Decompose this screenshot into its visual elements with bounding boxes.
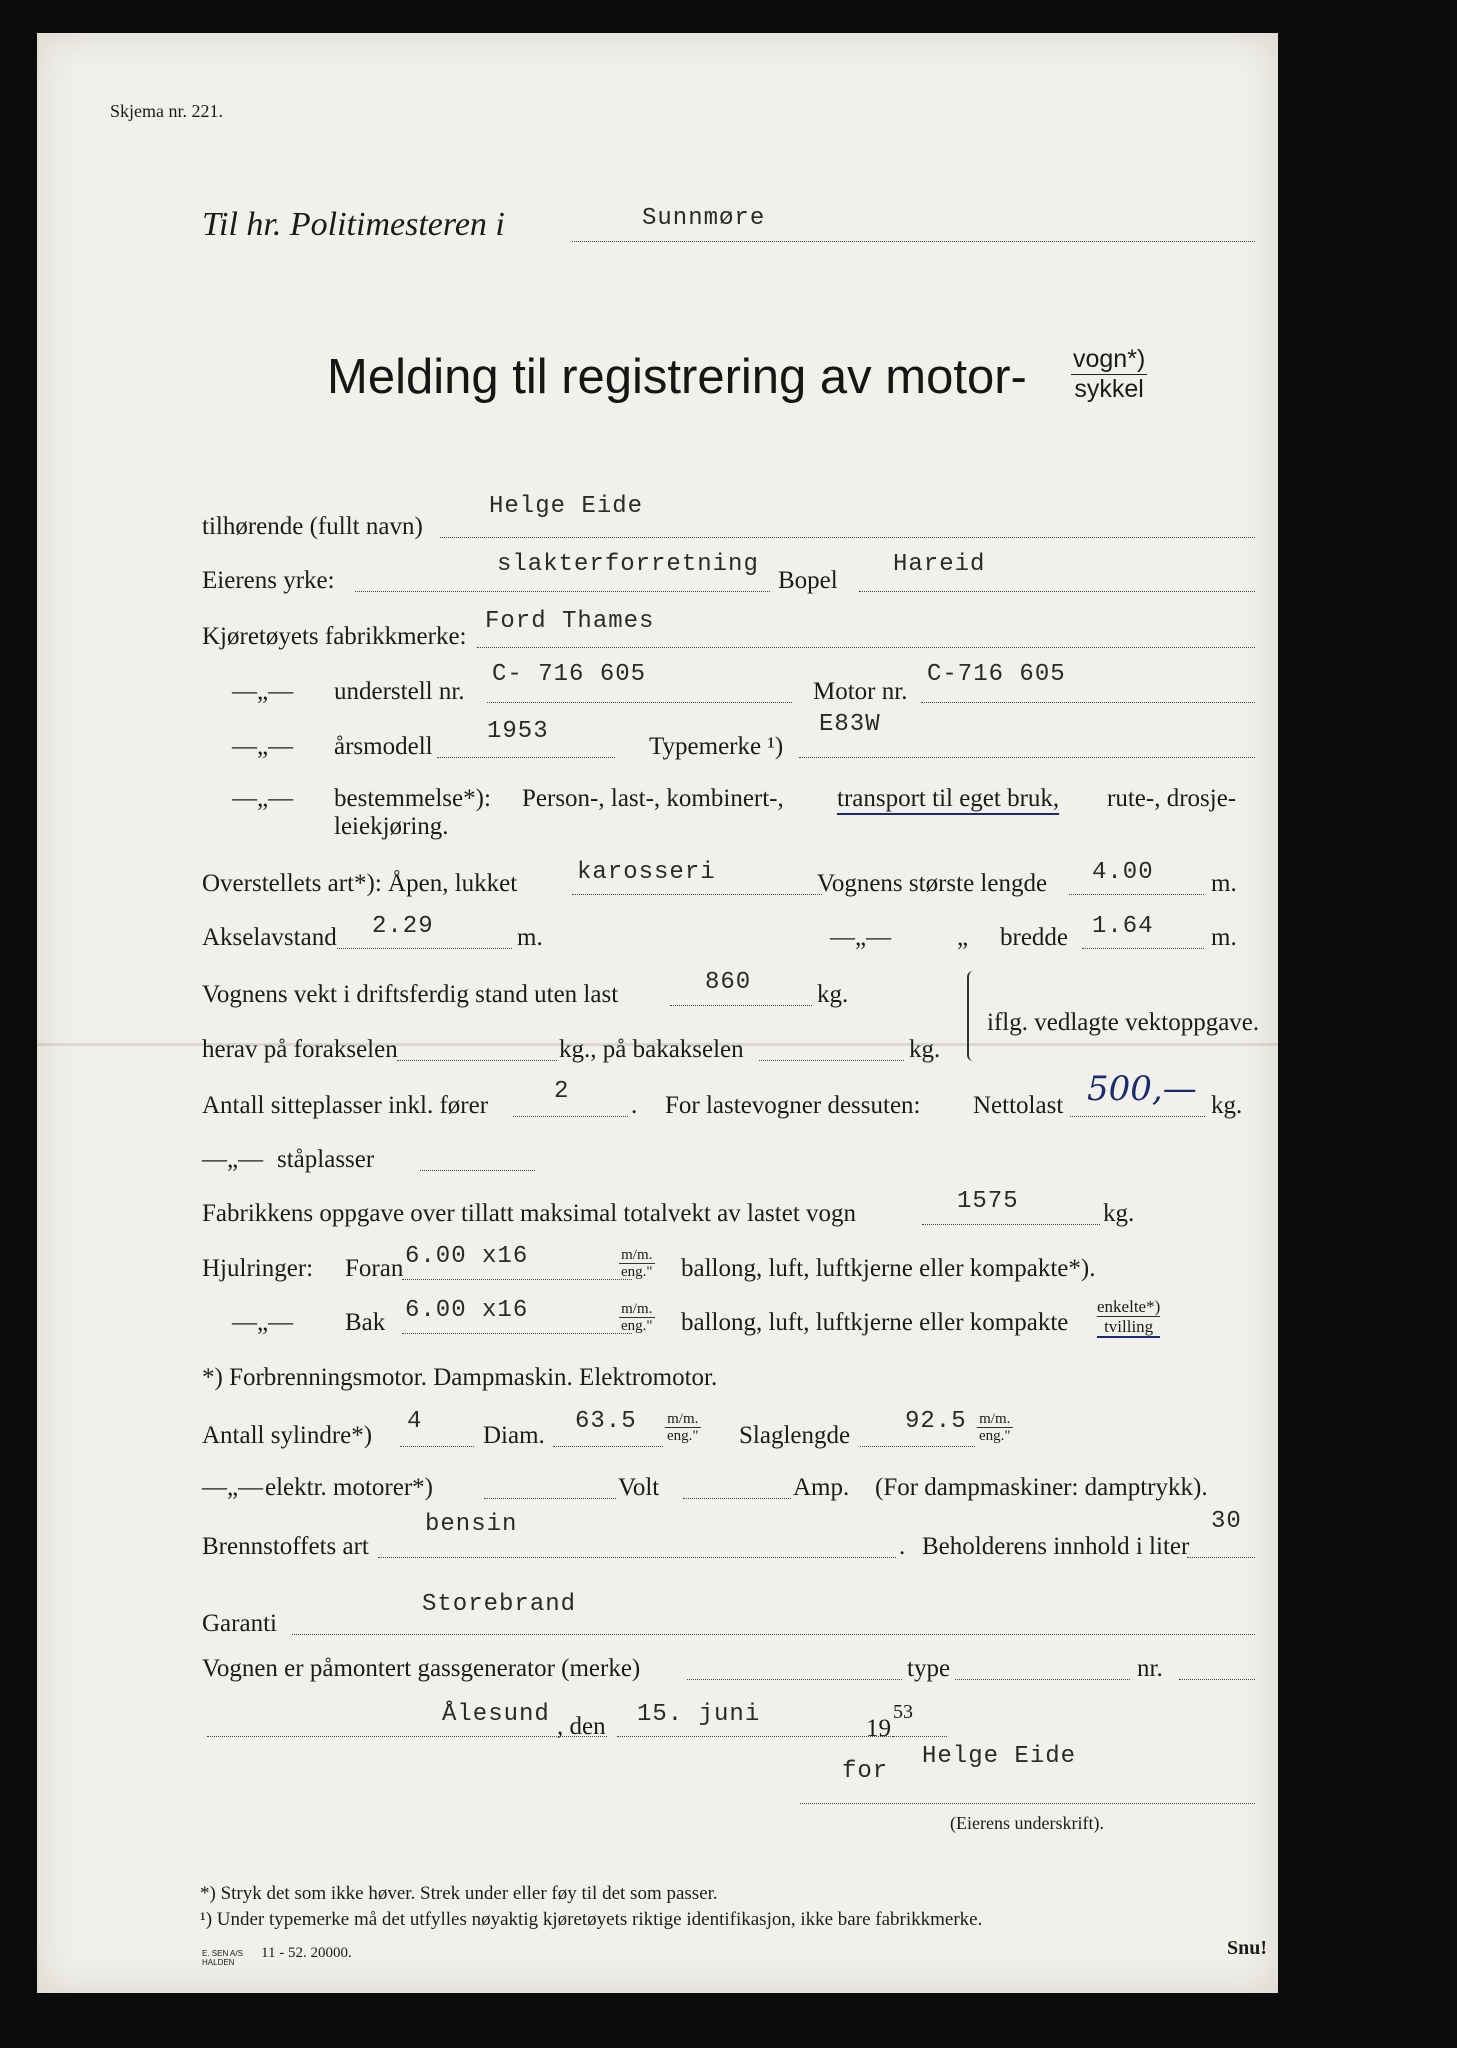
wheelbase-value: 2.29: [372, 913, 434, 940]
stroke-value: 92.5: [905, 1408, 967, 1435]
make-value: Ford Thames: [485, 608, 655, 635]
wheelbase-line: [337, 948, 512, 949]
gas-no-line: [1179, 1679, 1255, 1680]
front-label: Foran: [345, 1255, 404, 1282]
length-unit: m.: [1211, 870, 1237, 897]
rear-eng: eng.": [621, 1318, 653, 1334]
owner-line: [440, 537, 1255, 538]
printer-mark: [202, 1949, 243, 1967]
ditto-4: —„—: [830, 924, 892, 951]
front-eng: eng.": [621, 1264, 653, 1280]
owner-label: tilhørende (fullt navn): [202, 513, 423, 540]
diam-label: Diam.: [483, 1422, 545, 1449]
cargo-label: For lastevogner dessuten:: [665, 1092, 921, 1119]
body-label: Overstellets art*): Åpen, lukket: [202, 870, 518, 897]
weight-label: Vognens vekt i driftsferdig stand uten last: [202, 981, 619, 1008]
front-axle-label: herav på forakselen: [202, 1036, 398, 1063]
max-weight-label: Fabrikkens oppgave over tillatt maksimal totalvekt av lastet vogn: [202, 1200, 857, 1227]
stroke-line: [860, 1446, 975, 1447]
diam-line: [553, 1446, 663, 1447]
residence-line: [859, 591, 1255, 592]
standing-label: ståplasser: [277, 1146, 375, 1173]
tires-label: Hjulringer:: [202, 1255, 314, 1282]
ditto-5: —„—: [202, 1146, 264, 1173]
gas-line: [687, 1679, 902, 1680]
weight-unit: kg.: [817, 981, 849, 1008]
ditto-1: —„—: [232, 678, 294, 705]
title-sykkel: sykkel: [1074, 375, 1144, 403]
volt-label: Volt: [618, 1474, 660, 1501]
owner-value: Helge Eide: [489, 493, 644, 520]
cylinders-value: 4: [407, 1408, 423, 1435]
addressee-value: Sunnmøre: [642, 205, 766, 232]
front-mm: m/m.: [619, 1247, 655, 1264]
signature-line: [800, 1803, 1255, 1804]
occupation-value: slakterforretning: [497, 551, 759, 578]
rear-label: Bak: [345, 1309, 386, 1336]
max-weight-unit: kg.: [1103, 1200, 1135, 1227]
diam-eng: eng.": [667, 1428, 699, 1444]
gas-type-label: type: [907, 1655, 951, 1682]
type-label: Typemerke ¹): [649, 733, 784, 760]
tank-value: 30: [1211, 1508, 1242, 1535]
type-value: E83W: [819, 711, 881, 738]
engine-label: Motor nr.: [813, 678, 908, 705]
payload-line: [1070, 1116, 1205, 1117]
body-value: karosseri: [577, 859, 716, 886]
cylinders-line: [400, 1446, 474, 1447]
payload-value: 500,—: [1087, 1069, 1197, 1109]
max-weight-value: 1575: [957, 1188, 1019, 1215]
rear-value: 6.00 x16: [405, 1297, 529, 1324]
stroke-eng: eng.": [979, 1428, 1011, 1444]
date-line: [617, 1736, 897, 1737]
weight-note: iflg. vedlagte vektoppgave.: [987, 1009, 1260, 1036]
width-quote: „: [957, 924, 969, 951]
place-value: Ålesund: [442, 1701, 550, 1728]
chassis-line: [487, 702, 792, 703]
year-line: [893, 1736, 947, 1737]
volt-line: [683, 1498, 791, 1499]
warranty-line: [292, 1634, 1255, 1635]
tire-types-front: ballong, luft, luftkjerne eller kompakte*).: [681, 1255, 1096, 1282]
for-label: for: [842, 1758, 889, 1785]
chassis-value: C- 716 605: [492, 661, 647, 688]
form-title: Melding til registrering av motor-: [327, 350, 1027, 404]
tank-label: Beholderens innhold i liter: [922, 1533, 1190, 1560]
make-label: Kjøretøyets fabrikkmerke:: [202, 623, 467, 650]
purpose-selected: transport til eget bruk,: [837, 785, 1059, 815]
printer-b: HALDEN: [202, 1958, 235, 1967]
stroke-label: Slaglengde: [739, 1422, 851, 1449]
date-label: , den: [557, 1713, 606, 1740]
stroke-mm: m/m.: [977, 1411, 1013, 1428]
diam-value: 63.5: [575, 1408, 637, 1435]
engine-line: [921, 702, 1255, 703]
front-value: 6.00 x16: [405, 1243, 529, 1270]
engine-types: *) Forbrenningsmotor. Dampmaskin. Elektromotor.: [202, 1364, 718, 1391]
seats-value: 2: [554, 1078, 570, 1105]
length-label: Vognens største lengde: [817, 870, 1048, 897]
occupation-label: Eierens yrke:: [202, 567, 335, 594]
year-label: årsmodell: [334, 733, 433, 760]
print-run: 11 - 52. 20000.: [261, 1945, 352, 1961]
tank-line: [1187, 1557, 1255, 1558]
fuel-label: Brennstoffets art: [202, 1533, 369, 1560]
residence-value: Hareid: [893, 551, 986, 578]
date-value: 15. juni: [637, 1701, 761, 1728]
fuel-value: bensin: [425, 1511, 518, 1538]
rear-axle-line: [759, 1060, 904, 1061]
place-line: [207, 1736, 607, 1737]
ditto-7: —„—: [202, 1474, 264, 1501]
length-value: 4.00: [1092, 859, 1154, 886]
year-value: 1953: [487, 718, 549, 745]
addressee-label: Til hr. Politimesteren i: [202, 206, 505, 243]
footnote-2: ¹) Under typemerke må det utfylles nøyaktig kjøretøyets riktige identifikasjon, ikke bare fabrikkmerke.: [200, 1909, 983, 1930]
body-line: [572, 894, 822, 895]
engine-value: C-716 605: [927, 661, 1066, 688]
front-line: [402, 1279, 632, 1280]
wheelbase-unit: m.: [517, 924, 543, 951]
wheelbase-label: Akselavstand: [202, 924, 337, 951]
seats-line: [513, 1116, 628, 1117]
standing-line: [420, 1170, 535, 1171]
payload-unit: kg.: [1211, 1092, 1243, 1119]
footnote-1: *) Stryk det som ikke høver. Strek under eller føy til det som passer.: [200, 1883, 718, 1904]
ditto-2: —„—: [232, 733, 294, 760]
tire-double: tvilling: [1097, 1317, 1160, 1338]
electric-label: elektr. motorer*): [265, 1474, 433, 1501]
rear-line: [402, 1333, 632, 1334]
gas-no-label: nr.: [1137, 1655, 1163, 1682]
seats-period: .: [631, 1092, 638, 1119]
make-line: [477, 647, 1255, 648]
year-suffix: 53: [893, 1701, 913, 1723]
fuel-period: .: [899, 1533, 906, 1560]
year-prefix: 19: [866, 1715, 891, 1742]
residence-label: Bopel: [778, 567, 838, 594]
purpose-options-c: leiekjøring.: [334, 813, 449, 840]
year-line: [437, 757, 615, 758]
rear-unit-frac: [619, 1301, 655, 1334]
purpose-options-b: rute-, drosje-: [1107, 785, 1237, 812]
diam-unit-frac: [665, 1411, 701, 1444]
title-vogn: vogn*): [1073, 345, 1146, 373]
rear-axle-label: kg., på bakakselen: [559, 1036, 744, 1063]
ditto-6: —„—: [232, 1309, 294, 1336]
tire-types-rear: ballong, luft, luftkjerne eller kompakte: [681, 1309, 1069, 1336]
steam-note: (For dampmaskiner: damptrykk).: [875, 1474, 1208, 1501]
front-axle-line: [397, 1060, 557, 1061]
stroke-unit-frac: [977, 1411, 1013, 1444]
seats-label: Antall sitteplasser inkl. fører: [202, 1092, 489, 1119]
turn-over: Snu!: [1227, 1937, 1268, 1959]
rear-axle-unit: kg.: [909, 1036, 941, 1063]
addressee-line: [572, 241, 1255, 242]
warranty-label: Garanti: [202, 1610, 277, 1637]
tire-config: [1097, 1297, 1160, 1338]
form-number: Skjema nr. 221.: [110, 101, 223, 121]
signature-caption: (Eierens underskrift).: [950, 1813, 1104, 1833]
gas-type-line: [955, 1679, 1130, 1680]
front-unit-frac: [619, 1247, 655, 1280]
title-vehicle-type: [1071, 345, 1147, 404]
width-line: [1082, 948, 1204, 949]
tire-single: enkelte*): [1097, 1297, 1161, 1316]
purpose-label: bestemmelse*):: [334, 785, 491, 812]
max-weight-line: [922, 1224, 1100, 1225]
amp-label: Amp.: [793, 1474, 850, 1501]
weight-brace: [967, 971, 979, 1061]
chassis-label: understell nr.: [334, 678, 465, 705]
ditto-3: —„—: [232, 785, 294, 812]
width-value: 1.64: [1092, 913, 1154, 940]
form-sheet: [37, 33, 1278, 1993]
weight-line: [670, 1005, 812, 1006]
printer-a: E. SEN A/S: [202, 1949, 243, 1958]
weight-value: 860: [705, 969, 752, 996]
fuel-line: [378, 1557, 896, 1558]
width-unit: m.: [1211, 924, 1237, 951]
gas-label: Vognen er påmontert gassgenerator (merke): [202, 1655, 641, 1682]
occupation-line: [355, 591, 770, 592]
diam-mm: m/m.: [665, 1411, 701, 1428]
rear-mm: m/m.: [619, 1301, 655, 1318]
payload-label: Nettolast: [973, 1092, 1064, 1119]
length-line: [1069, 894, 1204, 895]
warranty-value: Storebrand: [422, 1591, 577, 1618]
signer-value: Helge Eide: [922, 1743, 1077, 1770]
purpose-options-a: Person-, last-, kombinert-,: [522, 785, 784, 812]
cylinders-label: Antall sylindre*): [202, 1422, 373, 1449]
width-label: bredde: [1000, 924, 1069, 951]
electric-line: [484, 1498, 616, 1499]
type-line: [799, 757, 1255, 758]
